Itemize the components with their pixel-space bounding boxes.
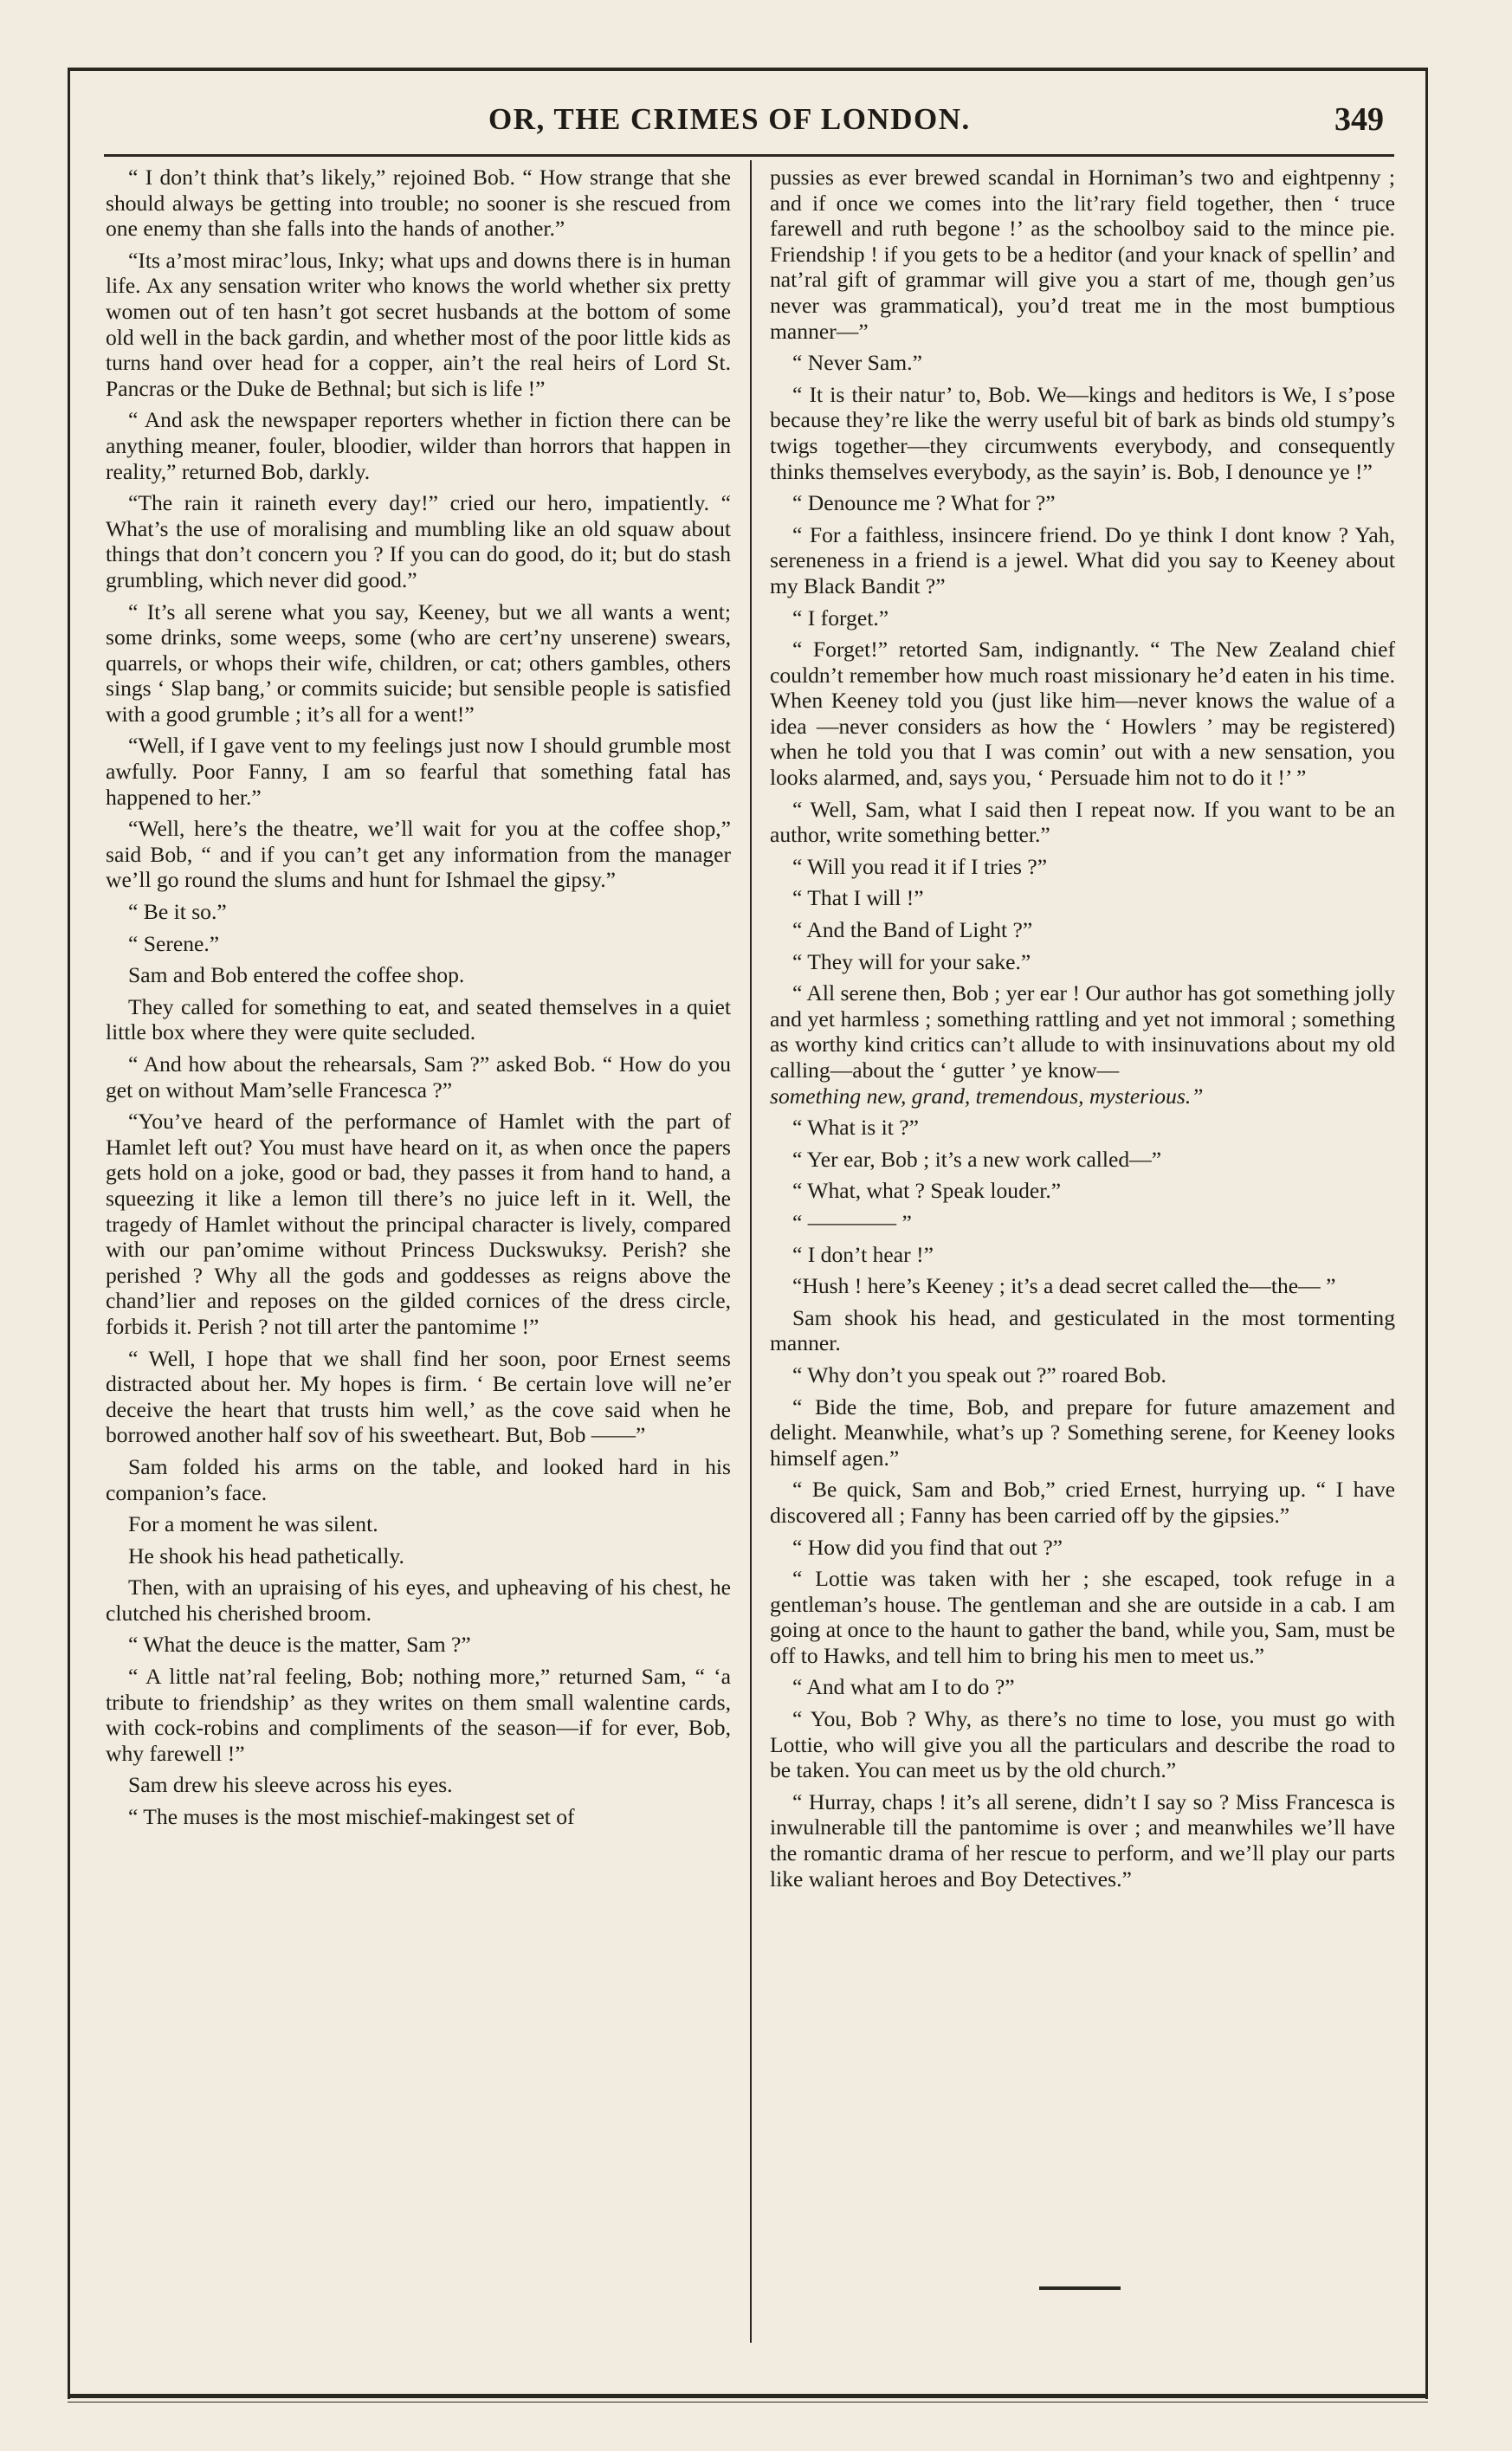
paragraph: “ Well, I hope that we shall find her soon, poor Ernest seems distracted about her. My hopes is firm. ‘ Be certain love will ne’er deceive the heart that trusts him well,’ as the cove said when he borrowed another half sov of his sweetheart. But, Bob ——”	[106, 1345, 731, 1448]
paragraph: Sam and Bob entered the coffee shop.	[128, 962, 465, 988]
paragraph: “ Denounce me ? What for ?”	[792, 490, 1056, 516]
running-title: OR, THE CRIMES OF LONDON.	[488, 102, 971, 136]
paragraph: “ What, what ? Speak louder.”	[792, 1178, 1062, 1204]
paragraph: “ They will for your sake.”	[792, 948, 1031, 974]
paragraph: “ Well, Sam, what I said then I repeat now. If you want to be an author, write something better.”	[770, 796, 1395, 848]
paragraph: something new, grand, tremendous, mysterious.”	[770, 1083, 1204, 1109]
paragraph: Then, with an upraising of his eyes, and upheaving of his chest, he clutched his cherished broom.	[106, 1575, 731, 1626]
left-column	[106, 165, 731, 1836]
paragraph: “The rain it raineth every day!” cried our hero, impatiently. “ What’s the use of moralising and mumbling like an old squaw about things that don’t concern you ? If you can do good, do it; but do stash grumbling, which never did good.”	[106, 490, 731, 592]
paragraph: “Well, if I gave vent to my feelings just now I should grumble most awfully. Poor Fanny, I am so fearful that something fatal has happened to her.”	[106, 733, 731, 810]
paragraph: “ How did you find that out ?”	[792, 1534, 1063, 1560]
paragraph: “ Why don’t you speak out ?” roared Bob.	[792, 1361, 1166, 1387]
paragraph: “ And how about the rehearsals, Sam ?” asked Bob. “ How do you get on without Mam’selle Francesca ?”	[106, 1051, 731, 1103]
paragraph: “Hush ! here’s Keeney ; it’s a dead secret called the—the— ”	[792, 1273, 1336, 1299]
paragraph: “ That I will !”	[792, 885, 924, 911]
paragraph: They called for something to eat, and seated themselves in a quiet little box where they were quite secluded.	[106, 993, 731, 1045]
paragraph: “ And what am I to do ?”	[792, 1674, 1015, 1700]
column-divider	[750, 160, 752, 2343]
end-rule	[1039, 2286, 1121, 2290]
paragraph: “ The muses is the most mischief-makingest set of	[128, 1804, 575, 1830]
paragraph: “ Forget!” retorted Sam, indignantly. “ The New Zealand chief couldn’t remember how much roast missionary he’d eaten in his time. When Keeney told you (just like him—never knows the walue of a idea —never considers as how the ‘ Howlers ’ may be registered) when he told you that I was comin’ out with a new sensation, you looks alarmed, and, says you, ‘ Persuade him not to do it !’ ”	[770, 637, 1395, 791]
header-rule	[104, 154, 1394, 157]
paragraph: “ Bide the time, Bob, and prepare for future amazement and delight. Meanwhile, what’s up ? Something serene, for Keeney looks himself agen.”	[770, 1394, 1395, 1471]
paragraph: For a moment he was silent.	[128, 1511, 378, 1537]
paragraph: “Its a’most mirac’lous, Inky; what ups and downs there is in human life. Ax any sensation writer who knows the world whether six pretty women out of ten hasn’t got secret husbands at the bottom of some old well in the back gardin, and whether most of the poor little kids as turns hand over head for a copper, ain’t the real heirs of Lord St. Pancras or the Duke de Bethnal; but sich is life !”	[106, 247, 731, 401]
paragraph: “ And ask the newspaper reporters whether in fiction there can be anything meaner, fouler, bloodier, wilder than horrors that happen in reality,” returned Bob, darkly.	[106, 407, 731, 484]
paragraph: Sam shook his head, and gesticulated in the most tormenting manner.	[770, 1304, 1395, 1356]
paragraph: “ It’s all serene what you say, Keeney, but we all wants a went; some drinks, some weeps, some (who are cert’ny unserene) swears, quarrels, or whops their wife, children, or cat; others gambles, others sings ‘ Slap bang,’ or commits suicide; but sensible people is satisfied with a good grumble ; it’s all for a went!”	[106, 598, 731, 727]
paragraph: “ I forget.”	[792, 605, 889, 631]
paragraph: “ What is it ?”	[792, 1115, 919, 1141]
paragraph: “ Never Sam.”	[792, 350, 922, 376]
paragraph: “ It is their natur’ to, Bob. We—kings and heditors is We, I s’pose because they’re like the werry useful bit of bark as binds old stumpy’s twigs together—they circumwents everybody, and consequently thinks themselves everybody, as the sayin’ is. Bob, I denounce ye !”	[770, 381, 1395, 484]
paragraph: “ Be quick, Sam and Bob,” cried Ernest, hurrying up. “ I have discovered all ; Fanny has been carried off by the gipsies.”	[770, 1477, 1395, 1528]
paragraph: “ Will you read it if I tries ?”	[792, 853, 1048, 879]
paragraph: “ Hurray, chaps ! it’s all serene, didn’t I say so ? Miss Francesca is inwulnerable till the pantomime is over ; and meanwhiles we’ll have the romantic drama of her rescue to perform, and we’ll play our parts like waliant heroes and Boy Detectives.”	[770, 1788, 1395, 1892]
paragraph: “ A little nat’ral feeling, Bob; nothing more,” returned Sam, “ ‘a tribute to friendship’ as they writes on them small walentine cards, with cock-robins and compliments of the season—if for ever, Bob, why farewell !”	[106, 1664, 731, 1766]
paragraph: “ What the deuce is the matter, Sam ?”	[128, 1632, 471, 1658]
paragraph: “ For a faithless, insincere friend. Do ye think I dont know ? Yah, sereneness in a friend is a jewel. What did you say to Keeney about my Black Bandit ?”	[770, 521, 1395, 598]
paragraph: “ Yer ear, Bob ; it’s a new work called—”	[792, 1146, 1162, 1172]
paragraph: He shook his head pathetically.	[128, 1542, 404, 1568]
paragraph: pussies as ever brewed scandal in Horniman’s two and eightpenny ; and if once we comes into the lit’rary field together, then ‘ truce farewell and ruth begone !’ as the schoolboy said to the mince pie. Friendship ! if you gets to be a heditor (and your knack of spellin’ and nat’ral gift of grammar will give you a start of me, though gen’us never was grammatical), you’d treat me in the most bumptious manner—”	[770, 165, 1395, 344]
bottom-rule	[68, 2394, 1428, 2398]
paragraph: “ Be it so.”	[128, 899, 227, 925]
paragraph: “ ———— ”	[792, 1209, 912, 1235]
paragraph: “ I don’t think that’s likely,” rejoined Bob. “ How strange that she should always be getting into trouble; no sooner is she rescued from one enemy than she falls into the hands of another.”	[106, 165, 731, 242]
page-number: 349	[1334, 101, 1384, 138]
paragraph: “ You, Bob ? Why, as there’s no time to lose, you must go with Lottie, who will give you all the particulars and describe the road to be taken. You can meet us by the old church.”	[770, 1706, 1395, 1783]
paragraph: “ Lottie was taken with her ; she escaped, took refuge in a gentleman’s house. The gentleman and she are outside in a cab. I am going at once to the haunt to gather the band, while you, Sam, must be off to Hawks, and tell him to bring his men to meet us.”	[770, 1566, 1395, 1668]
paragraph: “ And the Band of Light ?”	[792, 917, 1033, 943]
paragraph: “Well, here’s the theatre, we’ll wait for you at the coffee shop,” said Bob, “ and if you can’t get any information from the manager we’ll go round the slums and hunt for Ishmael the gipsy.”	[106, 816, 731, 893]
paragraph: Sam drew his sleeve across his eyes.	[128, 1772, 453, 1798]
paragraph: “ Serene.”	[128, 930, 220, 956]
paragraph: “ I don’t hear !”	[792, 1241, 934, 1267]
right-column	[770, 165, 1395, 1898]
running-head	[104, 102, 1394, 146]
paragraph: Sam folded his arms on the table, and looked hard in his companion’s face.	[106, 1453, 731, 1505]
paragraph: “ All serene then, Bob ; yer ear ! Our author has got something jolly and yet harmless ; something rattling and yet not immoral ; something as worthy kind critics can’t allude to with insinuvations about my old calling—about the ‘ gutter ’ ye know—	[770, 980, 1395, 1083]
paragraph: “You’ve heard of the performance of Hamlet with the part of Hamlet left out? You must have heard on it, as when once the papers gets hold on a joke, good or bad, they passes it from hand to hand, a squeezing it like a lemon till there’s no juice left in it. Well, the tragedy of Hamlet without the principal character is lively, compared with our pan’omime without Princess Duckswuksy. Perish? she perished ? Why all the gods and goddesses as reigns above the chand’lier and reposes on the gilded cornices of the dress circle, forbids it. Perish ? not till arter the pantomime !”	[106, 1109, 731, 1339]
